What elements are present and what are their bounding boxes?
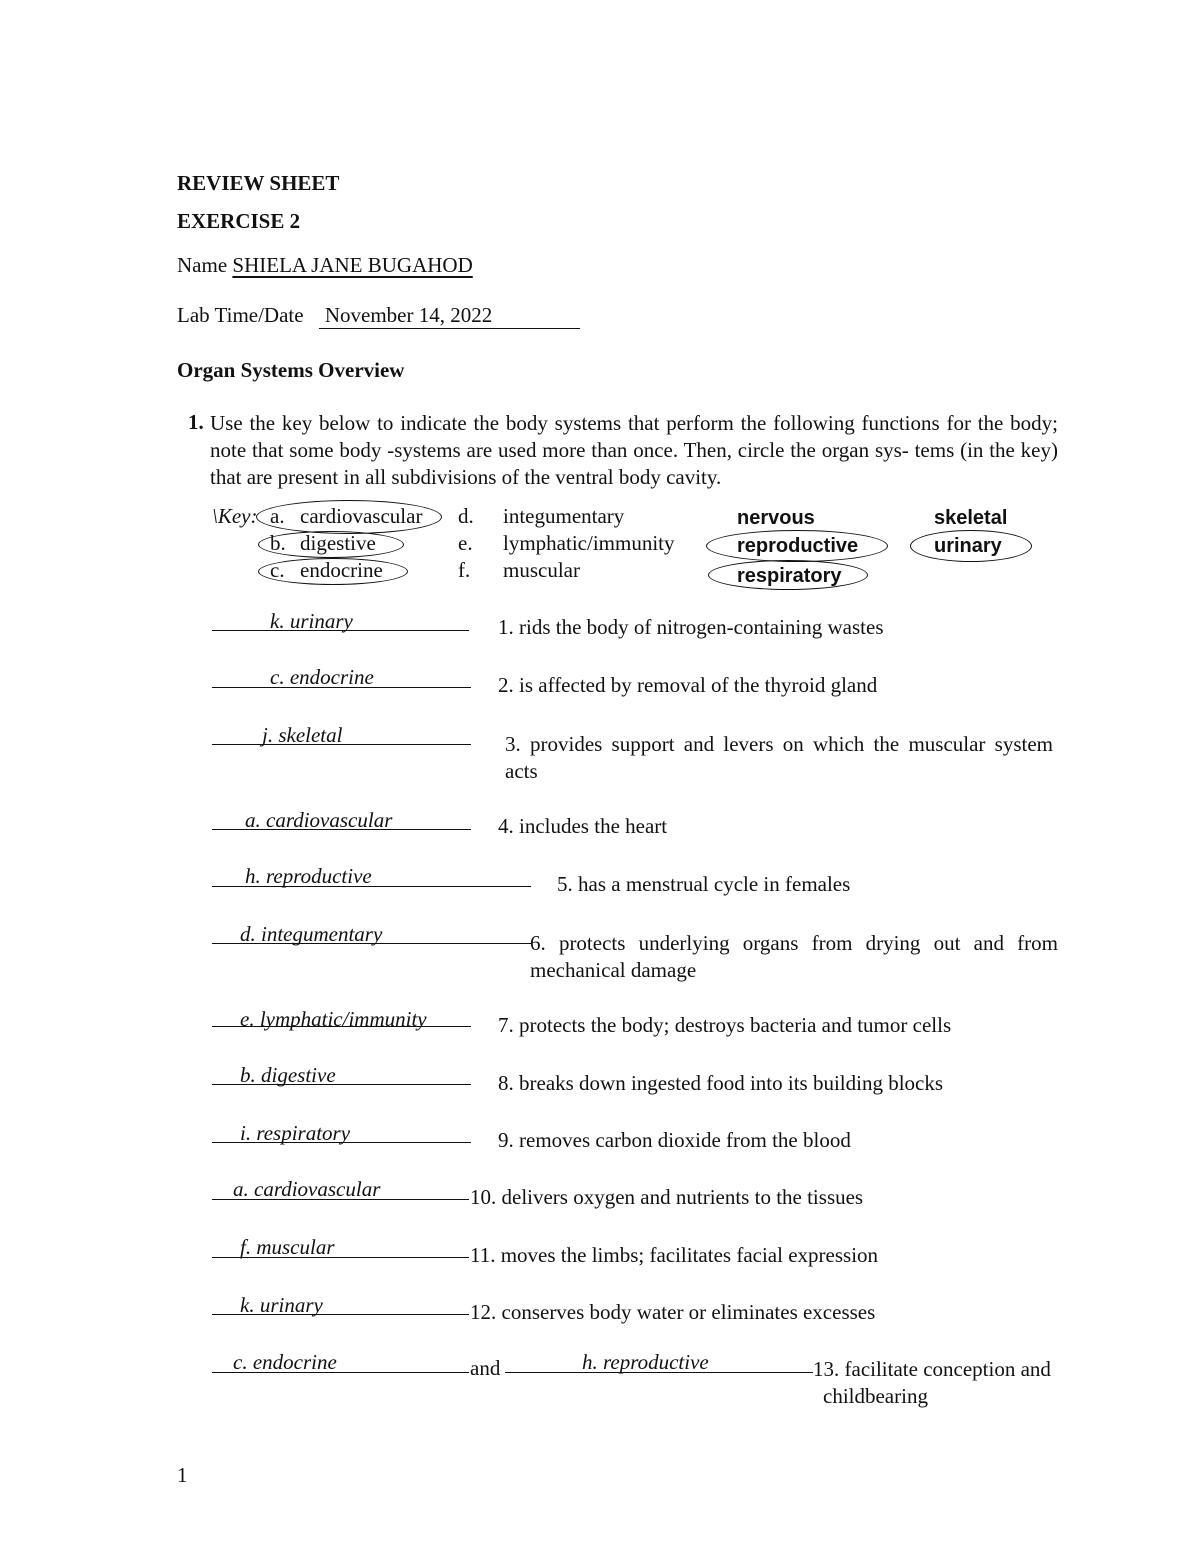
statement-13: 13. facilitate conception and childbearing [813,1357,1051,1408]
key-extra-urinary: urinary [934,535,1002,557]
date-label: Lab Time/Date [177,303,304,327]
key-item-integumentary: integumentary [503,504,625,528]
answer-5: h. reproductive [245,864,372,888]
statement-9: 9. removes carbon dioxide from the blood [498,1128,851,1152]
key-letter-d: d. [458,504,474,528]
question-number: 1. [188,410,204,434]
circle-urinary [910,530,1032,562]
answer-11: f. muscular [240,1235,335,1259]
answer-4: a. cardiovascular [245,808,393,832]
circle-cardiovascular [256,500,442,534]
statement-3: 3. provides support and levers on which the muscular system acts [505,732,1053,783]
answer-3: j. skeletal [262,723,343,747]
key-extra-reproductive: reproductive [737,535,859,557]
key-extra-respiratory: respiratory [737,565,842,587]
key-extra-skeletal: skeletal [934,507,1008,529]
key-item-muscular: muscular [503,558,580,582]
question-text: Use the key below to indicate the body systems that perform the following functions for the body; note that some body -systems are used more than once. Then, circle the organ sys- tems (in the key) that are present in all subdivisions of the ventral body cavity. [210,411,1058,489]
statement-5: 5. has a menstrual cycle in females [557,872,851,896]
circle-respiratory [708,560,868,590]
answer-12: k. urinary [240,1293,323,1317]
statement-1: 1. rids the body of nitrogen-containing wastes [498,615,884,639]
key-letter-c: c. [270,558,285,582]
key-letter-e: e. [458,531,473,555]
statement-6: 6. protects underlying organs from drying out and from mechanical damage [530,931,1058,982]
exercise-title: EXERCISE 2 [177,209,301,233]
answer-13b: h. reproductive [582,1350,709,1374]
date-value: November 14, 2022 [319,303,580,329]
circle-digestive [258,531,404,558]
statement-4: 4. includes the heart [498,814,668,838]
statement-2: 2. is affected by removal of the thyroid gland [498,673,878,697]
statement-12: 12. conserves body water or eliminates excesses [470,1300,876,1324]
answer-8: b. digestive [240,1063,336,1087]
answer-9: i. respiratory [240,1121,351,1145]
key-item-lymphatic: lymphatic/immunity [503,531,675,555]
answer-1: k. urinary [270,609,353,633]
statement-7: 7. protects the body; destroys bacteria and tumor cells [498,1013,952,1037]
name-line [177,253,473,278]
answer-13a: c. endocrine [233,1350,337,1374]
key-label: \Key: [212,504,258,528]
and-word: and [470,1356,501,1380]
answer-10: a. cardiovascular [233,1177,381,1201]
statement-10: 10. delivers oxygen and nutrients to the tissues [470,1185,864,1209]
key-letter-a: a. [270,504,285,528]
statement-11: 11. moves the limbs; facilitates facial expression [470,1243,879,1267]
key-letter-f: f. [458,558,471,582]
answer-7: e. lymphatic/immunity [240,1007,427,1031]
key-item-endocrine: endocrine [300,558,383,582]
review-sheet-title: REVIEW SHEET [177,171,340,195]
key-item-digestive: digestive [300,531,376,555]
answer-6: d. integumentary [240,922,383,946]
circle-reproductive [706,530,888,562]
page-number: 1 [177,1463,188,1487]
statement-8: 8. breaks down ingested food into its building blocks [498,1071,944,1095]
key-extra-nervous: nervous [737,507,815,529]
date-line [177,303,580,329]
answer-2: c. endocrine [270,665,374,689]
student-name: SHIELA JANE BUGAHOD [232,253,473,277]
name-label: Name [177,253,228,277]
section-title: Organ Systems Overview [177,358,405,382]
circle-endocrine [258,558,408,585]
key-letter-b: b. [270,531,286,555]
key-item-cardiovascular: cardiovascular [300,504,423,528]
